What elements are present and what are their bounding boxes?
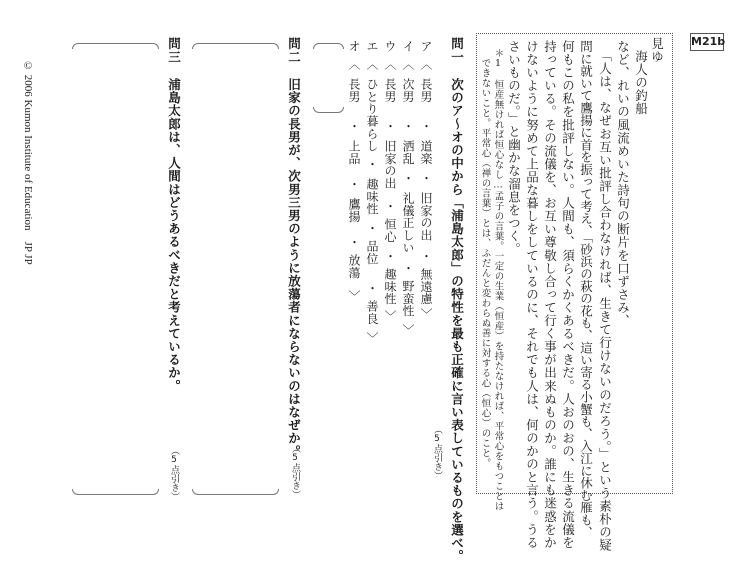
passage-line-1: など、れいの風流めいた詩句の断片を口ずさみ、 (615, 40, 631, 328)
answer-box-bottom (72, 489, 159, 495)
option-i-sep: ・ (401, 262, 415, 275)
option-a-item-1: 長男 (419, 78, 433, 103)
option-e-item-1: ひとり暮らし (365, 78, 379, 152)
passage-line-7: さいものだ。」と幽かな溜息をつく。 (506, 40, 522, 256)
question-1-label: 問一 (449, 37, 465, 64)
answer-box-top (192, 43, 279, 49)
option-u-sep: ・ (383, 120, 397, 133)
option-a-item-4: 無遠慮 (419, 268, 433, 305)
option-u-open-bracket: ︿ (383, 58, 397, 71)
option-o-item-3: 鷹揚 (347, 198, 361, 223)
option-i-sep: ・ (401, 172, 415, 185)
option-o-item-4: 放蕩 (347, 254, 361, 279)
copyright-notice: © 2006 Kumon Institute of Education JP JP (22, 60, 34, 265)
option-i-item-1: 次男 (401, 78, 415, 103)
option-a-sep: ・ (419, 172, 433, 185)
option-e-sep: ・ (365, 222, 379, 235)
passage-line-2: 「人は、なぜお互い批評し合わなければ、生きて行けないのだろう。」という素朴の疑 (597, 49, 613, 552)
question-1-answer-box[interactable] (313, 43, 344, 113)
option-e-sep: ・ (365, 158, 379, 171)
option-e-close-bracket: ﹀ (365, 332, 379, 345)
passage-heading-line-2: 海人の釣船 (633, 50, 649, 116)
option-i-item-4: 野蛮性 (401, 280, 415, 317)
option-a-key: ア (419, 40, 433, 53)
option-a-sep: ・ (419, 250, 433, 263)
question-2-answer-box[interactable] (192, 43, 279, 495)
option-a-close-bracket: ﹀ (419, 308, 433, 321)
question-2-text: 旧家の長男が、次男三男のように放蕩者にならないのはなぜか。 (286, 78, 302, 458)
option-u-item-2: 旧家の出 (383, 140, 397, 190)
option-i-item-2: 洒乱 (401, 140, 415, 165)
option-o-sep: ・ (347, 178, 361, 191)
question-1-text: 次のア〜オの中から「浦島太郎」の特性を最も正確に言い表しているものを選べ。 (449, 78, 465, 563)
passage-line-4: 何もこの私を批評しない。人間も、須らくかくあるべきだ。人おのおの、生きる流儀を (560, 40, 576, 549)
option-e-item-4: 善良 (365, 300, 379, 325)
option-u-item-3: 恒心 (383, 218, 397, 243)
option-i-item-3: 礼儀正しい (401, 192, 415, 254)
passage-line-3: 問に就いて鷹揚に首を振って考え、「砂浜の萩の花も、這い寄る小蟹も、入江に休む雁も、 (578, 40, 594, 539)
footnote-line-2: できないこと。平常心（禅の言葉）とは、ふだんと変わらぬ善に対する心（恒心）のこと。 (479, 58, 491, 468)
answer-box-bottom (313, 107, 344, 113)
option-i-open-bracket: ︿ (401, 58, 415, 71)
option-a-item-3: 旧家の出 (419, 192, 433, 242)
option-o-close-bracket: ﹀ (347, 290, 361, 303)
option-u-sep: ・ (383, 250, 397, 263)
option-o-item-1: 長男 (347, 78, 361, 103)
option-u-item-4: 趣味性 (383, 268, 397, 305)
option-i-close-bracket: ﹀ (401, 324, 415, 337)
question-3-label: 問三 (166, 37, 182, 64)
option-o-sep: ・ (347, 120, 361, 133)
option-u-key: ウ (383, 40, 397, 53)
passage-line-6: けないように努めて上品な暮しをしているのに、それでも人は、何のかのと言う。うる (524, 40, 540, 549)
option-e-item-3: 品位 (365, 240, 379, 265)
option-e-key: エ (365, 40, 379, 53)
footnote-line-1: ＊1 恒産無ければ恒心なし…孟子の言葉。一定の生業（恒産）を持たなければ、平常心をもつことは (492, 48, 504, 511)
question-2-points: （5点引き） (290, 444, 300, 499)
option-e-open-bracket: ︿ (365, 58, 379, 71)
option-a-item-2: 道楽 (419, 140, 433, 165)
option-o-sep: ・ (347, 236, 361, 249)
answer-box-top (72, 43, 159, 49)
option-u-item-1: 長男 (383, 78, 397, 103)
option-e-item-2: 趣味性 (365, 178, 379, 215)
option-a-sep: ・ (419, 120, 433, 133)
question-3-points: （5点引き） (169, 446, 179, 501)
option-i-sep: ・ (401, 120, 415, 133)
option-e-sep: ・ (365, 282, 379, 295)
passage-heading-line-1: 見ゆ (649, 37, 665, 64)
question-2-label: 問二 (286, 37, 302, 64)
option-u-close-bracket: ﹀ (383, 310, 397, 323)
option-a-open-bracket: ︿ (419, 58, 433, 71)
worksheet-code-badge: M21b (690, 33, 724, 51)
question-3-text: 浦島太郎は、人間はどうあるべきだと考えているか。 (166, 78, 182, 393)
answer-box-bottom (192, 489, 279, 495)
option-o-key: オ (347, 40, 361, 53)
option-o-item-2: 上品 (347, 140, 361, 165)
answer-box-top (313, 43, 344, 49)
question-1-points: （5点引き） (432, 425, 442, 480)
question-3-answer-box[interactable] (72, 43, 159, 495)
option-u-sep: ・ (383, 200, 397, 213)
option-i-key: イ (401, 40, 415, 53)
passage-line-5: 持っている。その流儀を、お互い尊敬し合って行く事が出来ぬものか。誰にも迷惑をか (542, 40, 558, 549)
option-o-open-bracket: ︿ (347, 58, 361, 71)
